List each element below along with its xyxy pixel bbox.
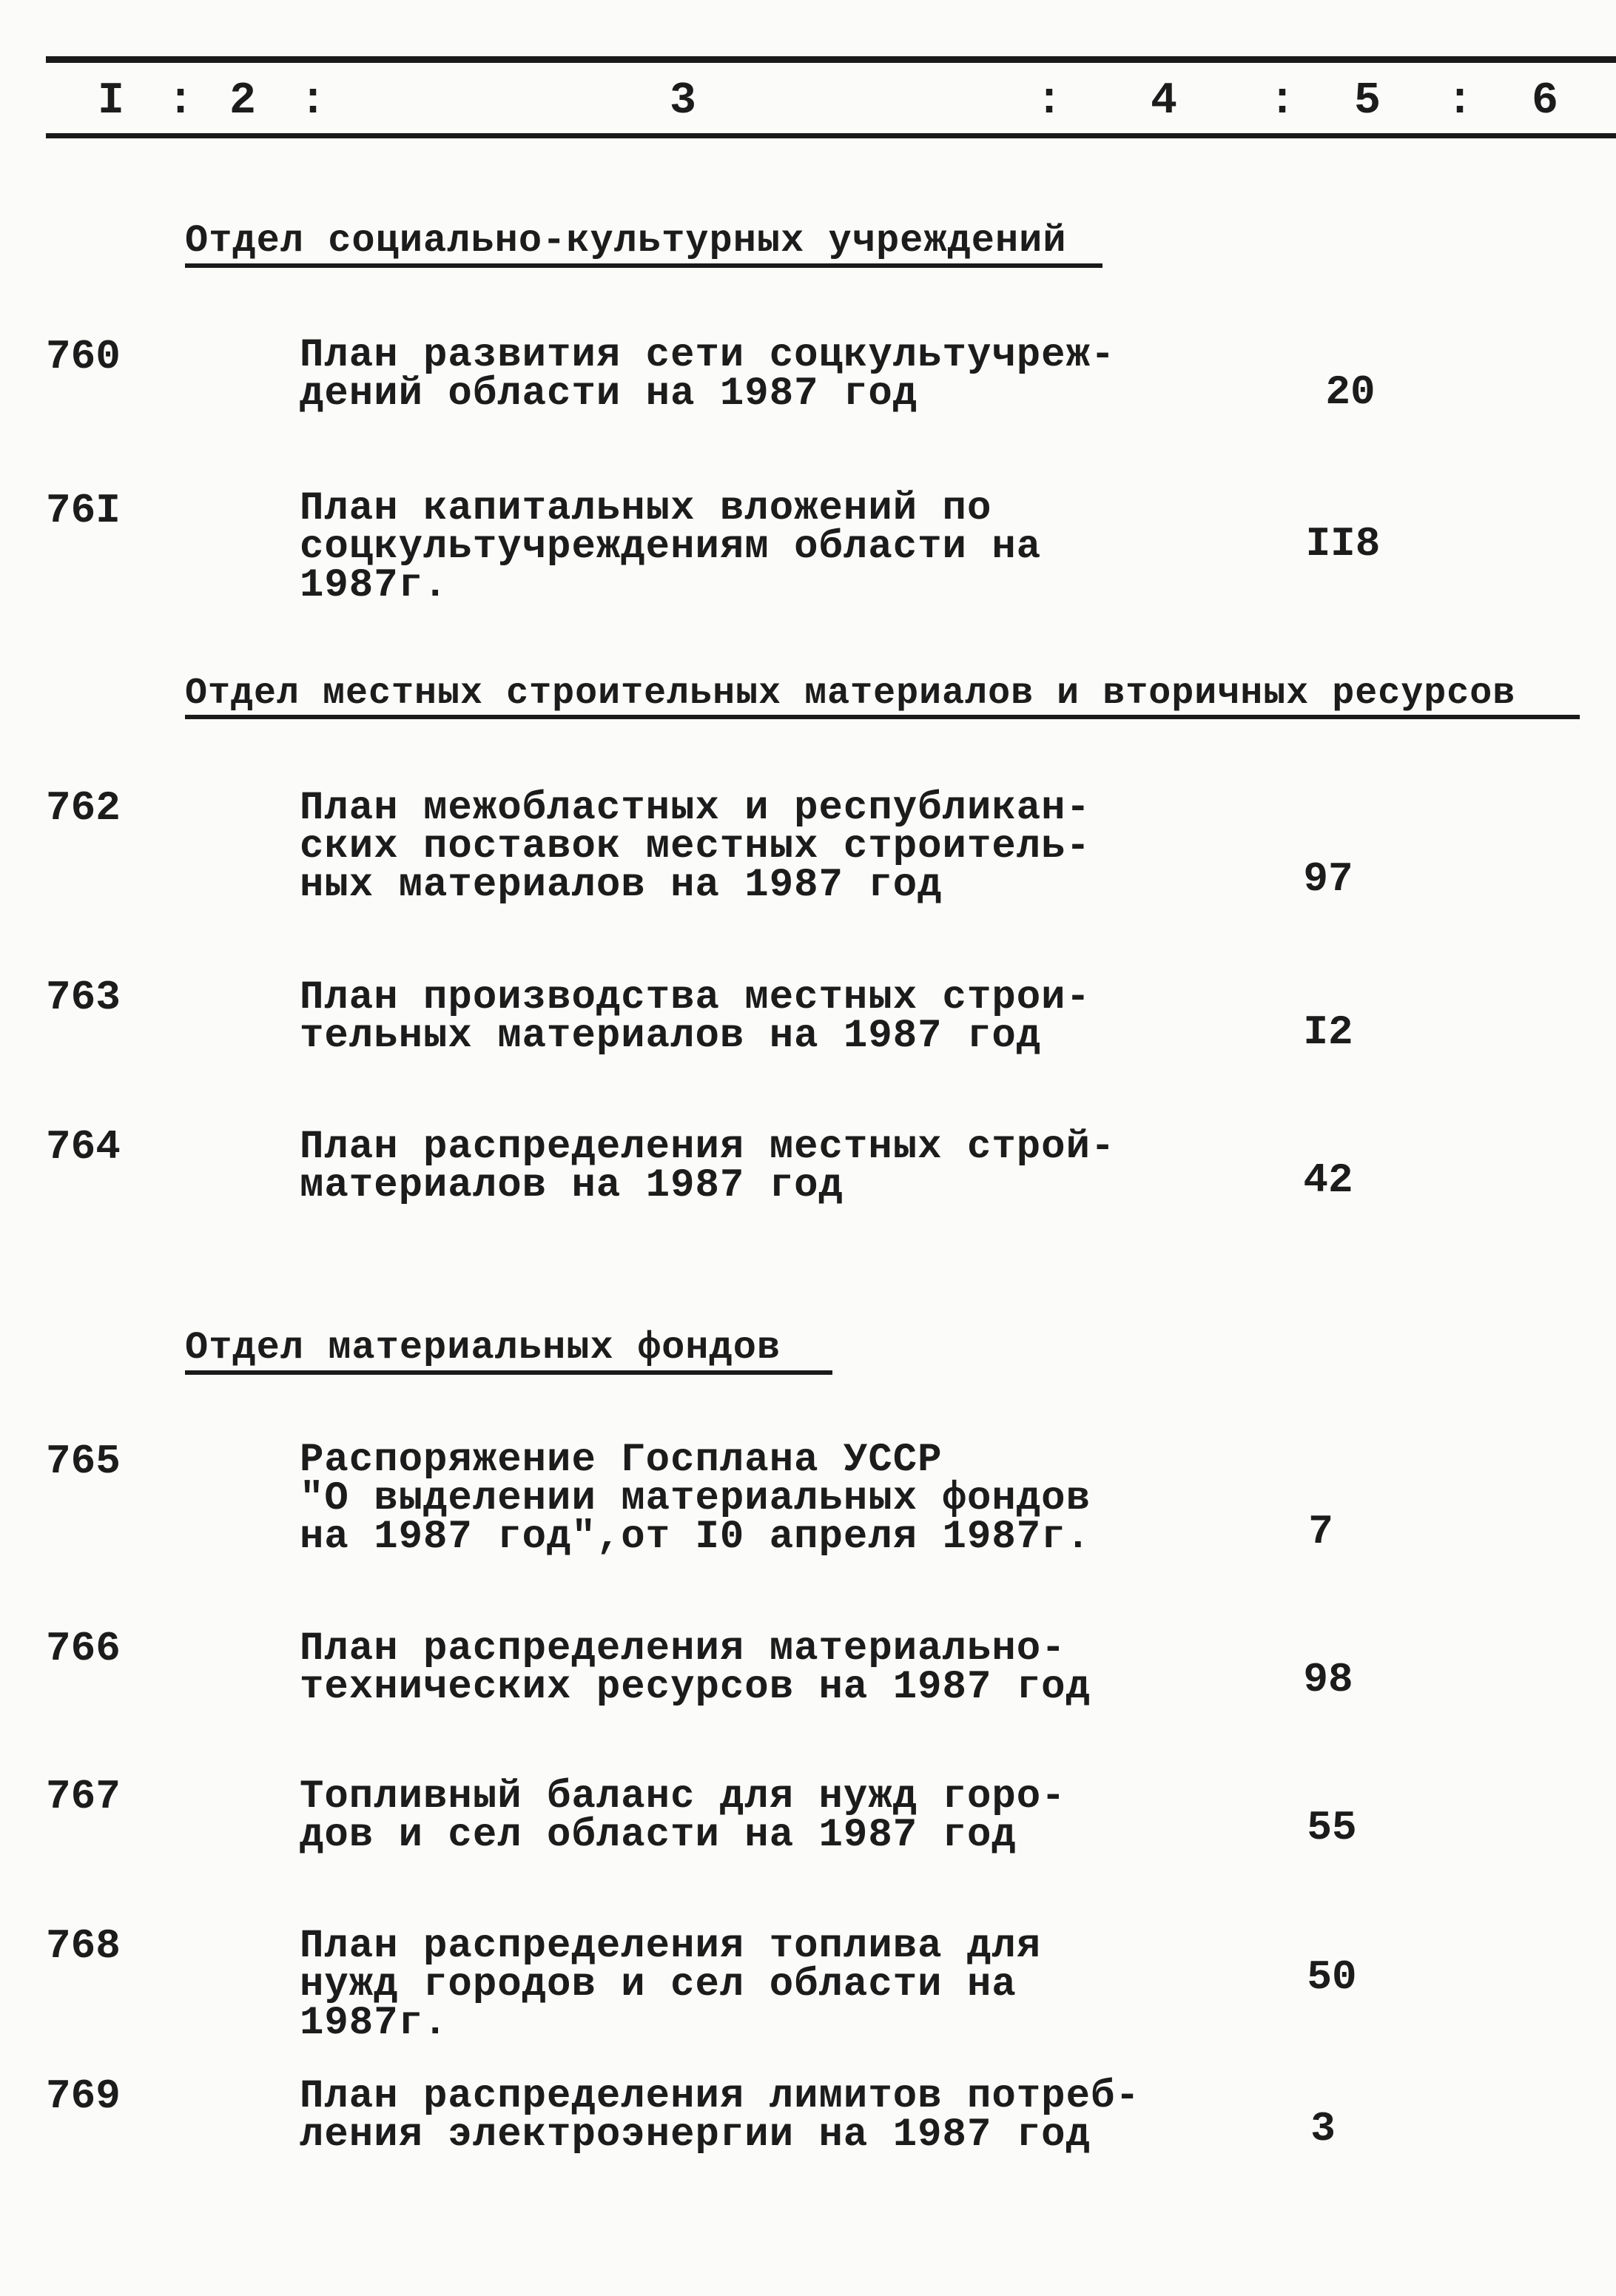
section-heading: Отдел местных строительных материалов и вторичных ресурсов: [185, 673, 1516, 715]
entry-sheet-count: II8: [1305, 520, 1381, 568]
entry-title: План распределения местных строй- материалов на 1987 год: [300, 1125, 1116, 1208]
entry-number: 760: [46, 333, 121, 380]
entry-title: Распоряжение Госплана УССР "О выделении материальных фондов на 1987 год",от I0 апреля 1987г.: [300, 1438, 1091, 1560]
column-separator: :: [1447, 76, 1474, 127]
section-underline: [185, 715, 1580, 719]
entry-number: 768: [46, 1922, 121, 1970]
entry-number: 764: [46, 1123, 121, 1171]
entry-sheet-count: 3: [1310, 2105, 1336, 2152]
entry-title: План развития сети соцкультучреж- дений области на 1987 год: [300, 333, 1116, 417]
entry-title: План капитальных вложений по соцкультучреждениям области на 1987г.: [300, 486, 1042, 608]
entry-sheet-count: 97: [1303, 855, 1353, 903]
column-5-number: 5: [1354, 76, 1383, 127]
column-separator: :: [1269, 76, 1296, 127]
entry-title: План межобластных и республикан- ских поставок местных строитель- ных материалов на 1987 год: [300, 786, 1091, 908]
entry-sheet-count: 50: [1307, 1953, 1357, 2001]
column-2-number: 2: [229, 76, 258, 127]
entry-sheet-count: 20: [1325, 368, 1376, 416]
entry-title: Топливный баланс для нужд горо- дов и сел области на 1987 год: [300, 1774, 1066, 1858]
entry-number: 766: [46, 1625, 121, 1672]
entry-title: План распределения лимитов потреб- ления электроэнергии на 1987 год: [300, 2074, 1140, 2158]
entry-sheet-count: 7: [1308, 1508, 1333, 1555]
entry-number: 769: [46, 2073, 121, 2120]
column-1-number: I: [98, 76, 127, 127]
column-separator: :: [167, 76, 195, 127]
header-bottom-rule: [46, 133, 1616, 138]
section-underline: [185, 263, 1102, 268]
entry-sheet-count: I2: [1303, 1009, 1353, 1056]
header-top-rule: [46, 56, 1616, 63]
column-separator: :: [300, 76, 327, 127]
column-4-number: 4: [1151, 76, 1179, 127]
entry-sheet-count: 42: [1303, 1157, 1353, 1204]
entry-number: 763: [46, 974, 121, 1021]
column-separator: :: [1036, 76, 1063, 127]
section-heading: Отдел материальных фондов: [185, 1326, 781, 1370]
entry-number: 767: [46, 1773, 121, 1820]
entry-number: 76I: [46, 487, 121, 534]
entry-number: 765: [46, 1438, 121, 1485]
entry-title: План производства местных строи- тельных материалов на 1987 год: [300, 975, 1091, 1059]
column-6-number: 6: [1532, 76, 1561, 127]
column-3-number: 3: [670, 76, 698, 127]
entry-sheet-count: 98: [1303, 1656, 1353, 1703]
entry-title: План распределения материально- технических ресурсов на 1987 год: [300, 1626, 1091, 1710]
entry-sheet-count: 55: [1307, 1804, 1357, 1851]
section-heading: Отдел социально-культурных учреждений: [185, 219, 1067, 263]
section-underline: [185, 1370, 832, 1375]
entry-number: 762: [46, 784, 121, 832]
entry-title: План распределения топлива для нужд городов и сел области на 1987г.: [300, 1924, 1042, 2046]
